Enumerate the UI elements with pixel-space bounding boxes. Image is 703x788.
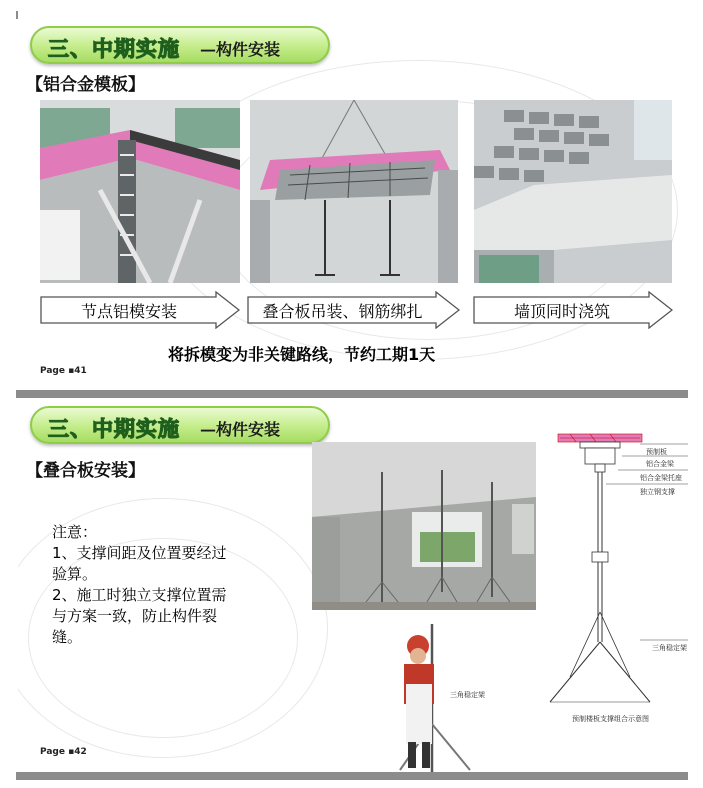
slide-41 — [18, 0, 688, 392]
bottom-divider-bar — [16, 772, 688, 780]
note-item-1: 1、支撑间距及位置要经过 验算。 — [52, 544, 227, 583]
slide-42 — [18, 398, 688, 772]
slide-title-sub: —构件安装 — [200, 420, 281, 439]
process-step-label: 叠合板吊装、钢筋绑扎 — [262, 302, 423, 321]
formwork-illustration — [40, 100, 240, 283]
support-assembly-diagram — [540, 432, 688, 722]
page-number: Page ▪42 — [40, 747, 87, 757]
diagram-label-slab: 预制板 — [646, 448, 667, 456]
diagram-label-tripod: 三角稳定架 — [652, 644, 687, 652]
pouring-illustration — [474, 100, 672, 283]
diagram-label-beam: 铝合金梁 — [646, 460, 674, 468]
diagram-label-steel-prop: 独立钢支撑 — [640, 488, 675, 496]
process-step-label: 节点铝模安装 — [80, 302, 177, 321]
slide-title-sub: —构件安装 — [200, 40, 281, 59]
slide-title-main: 三、中期实施 — [48, 36, 180, 61]
process-step-3 — [473, 291, 673, 329]
photo-worker-tripod — [380, 624, 496, 772]
process-step-1 — [40, 291, 240, 329]
note-block — [52, 522, 262, 648]
note-title: 注意： — [52, 523, 98, 541]
note-item-2: 2、施工时独立支撑位置需 与方案一致，防止构件裂 缝。 — [52, 586, 227, 646]
photo-slab-lifting — [250, 100, 458, 283]
slide-title-main: 三、中期实施 — [48, 416, 180, 441]
photo-node-formwork — [40, 100, 240, 283]
photo-wall-top-pouring — [474, 100, 672, 283]
middle-divider-bar — [16, 390, 688, 398]
page-number: Page ▪41 — [40, 366, 87, 376]
site-interior-illustration — [312, 442, 536, 610]
diagram-caption: 预制楼板支撑组合示意图 — [572, 715, 649, 722]
photo-callout-label: 三角稳定架 — [450, 691, 485, 699]
process-step-2 — [247, 291, 460, 329]
process-step-label: 墙顶同时浇筑 — [513, 302, 610, 321]
key-message: 将拆模变为非关键路线，节约工期1天 — [168, 345, 436, 364]
slide-title-pill — [30, 406, 330, 444]
section-label: 【叠合板安装】 — [26, 461, 145, 481]
slide-title-pill — [30, 26, 330, 64]
slab-lifting-illustration — [250, 100, 458, 283]
diagram-label-beam-seat: 铝合金梁托座 — [640, 474, 682, 482]
photo-slab-support-site — [312, 442, 536, 610]
section-label: 【铝合金模板】 — [26, 75, 145, 95]
